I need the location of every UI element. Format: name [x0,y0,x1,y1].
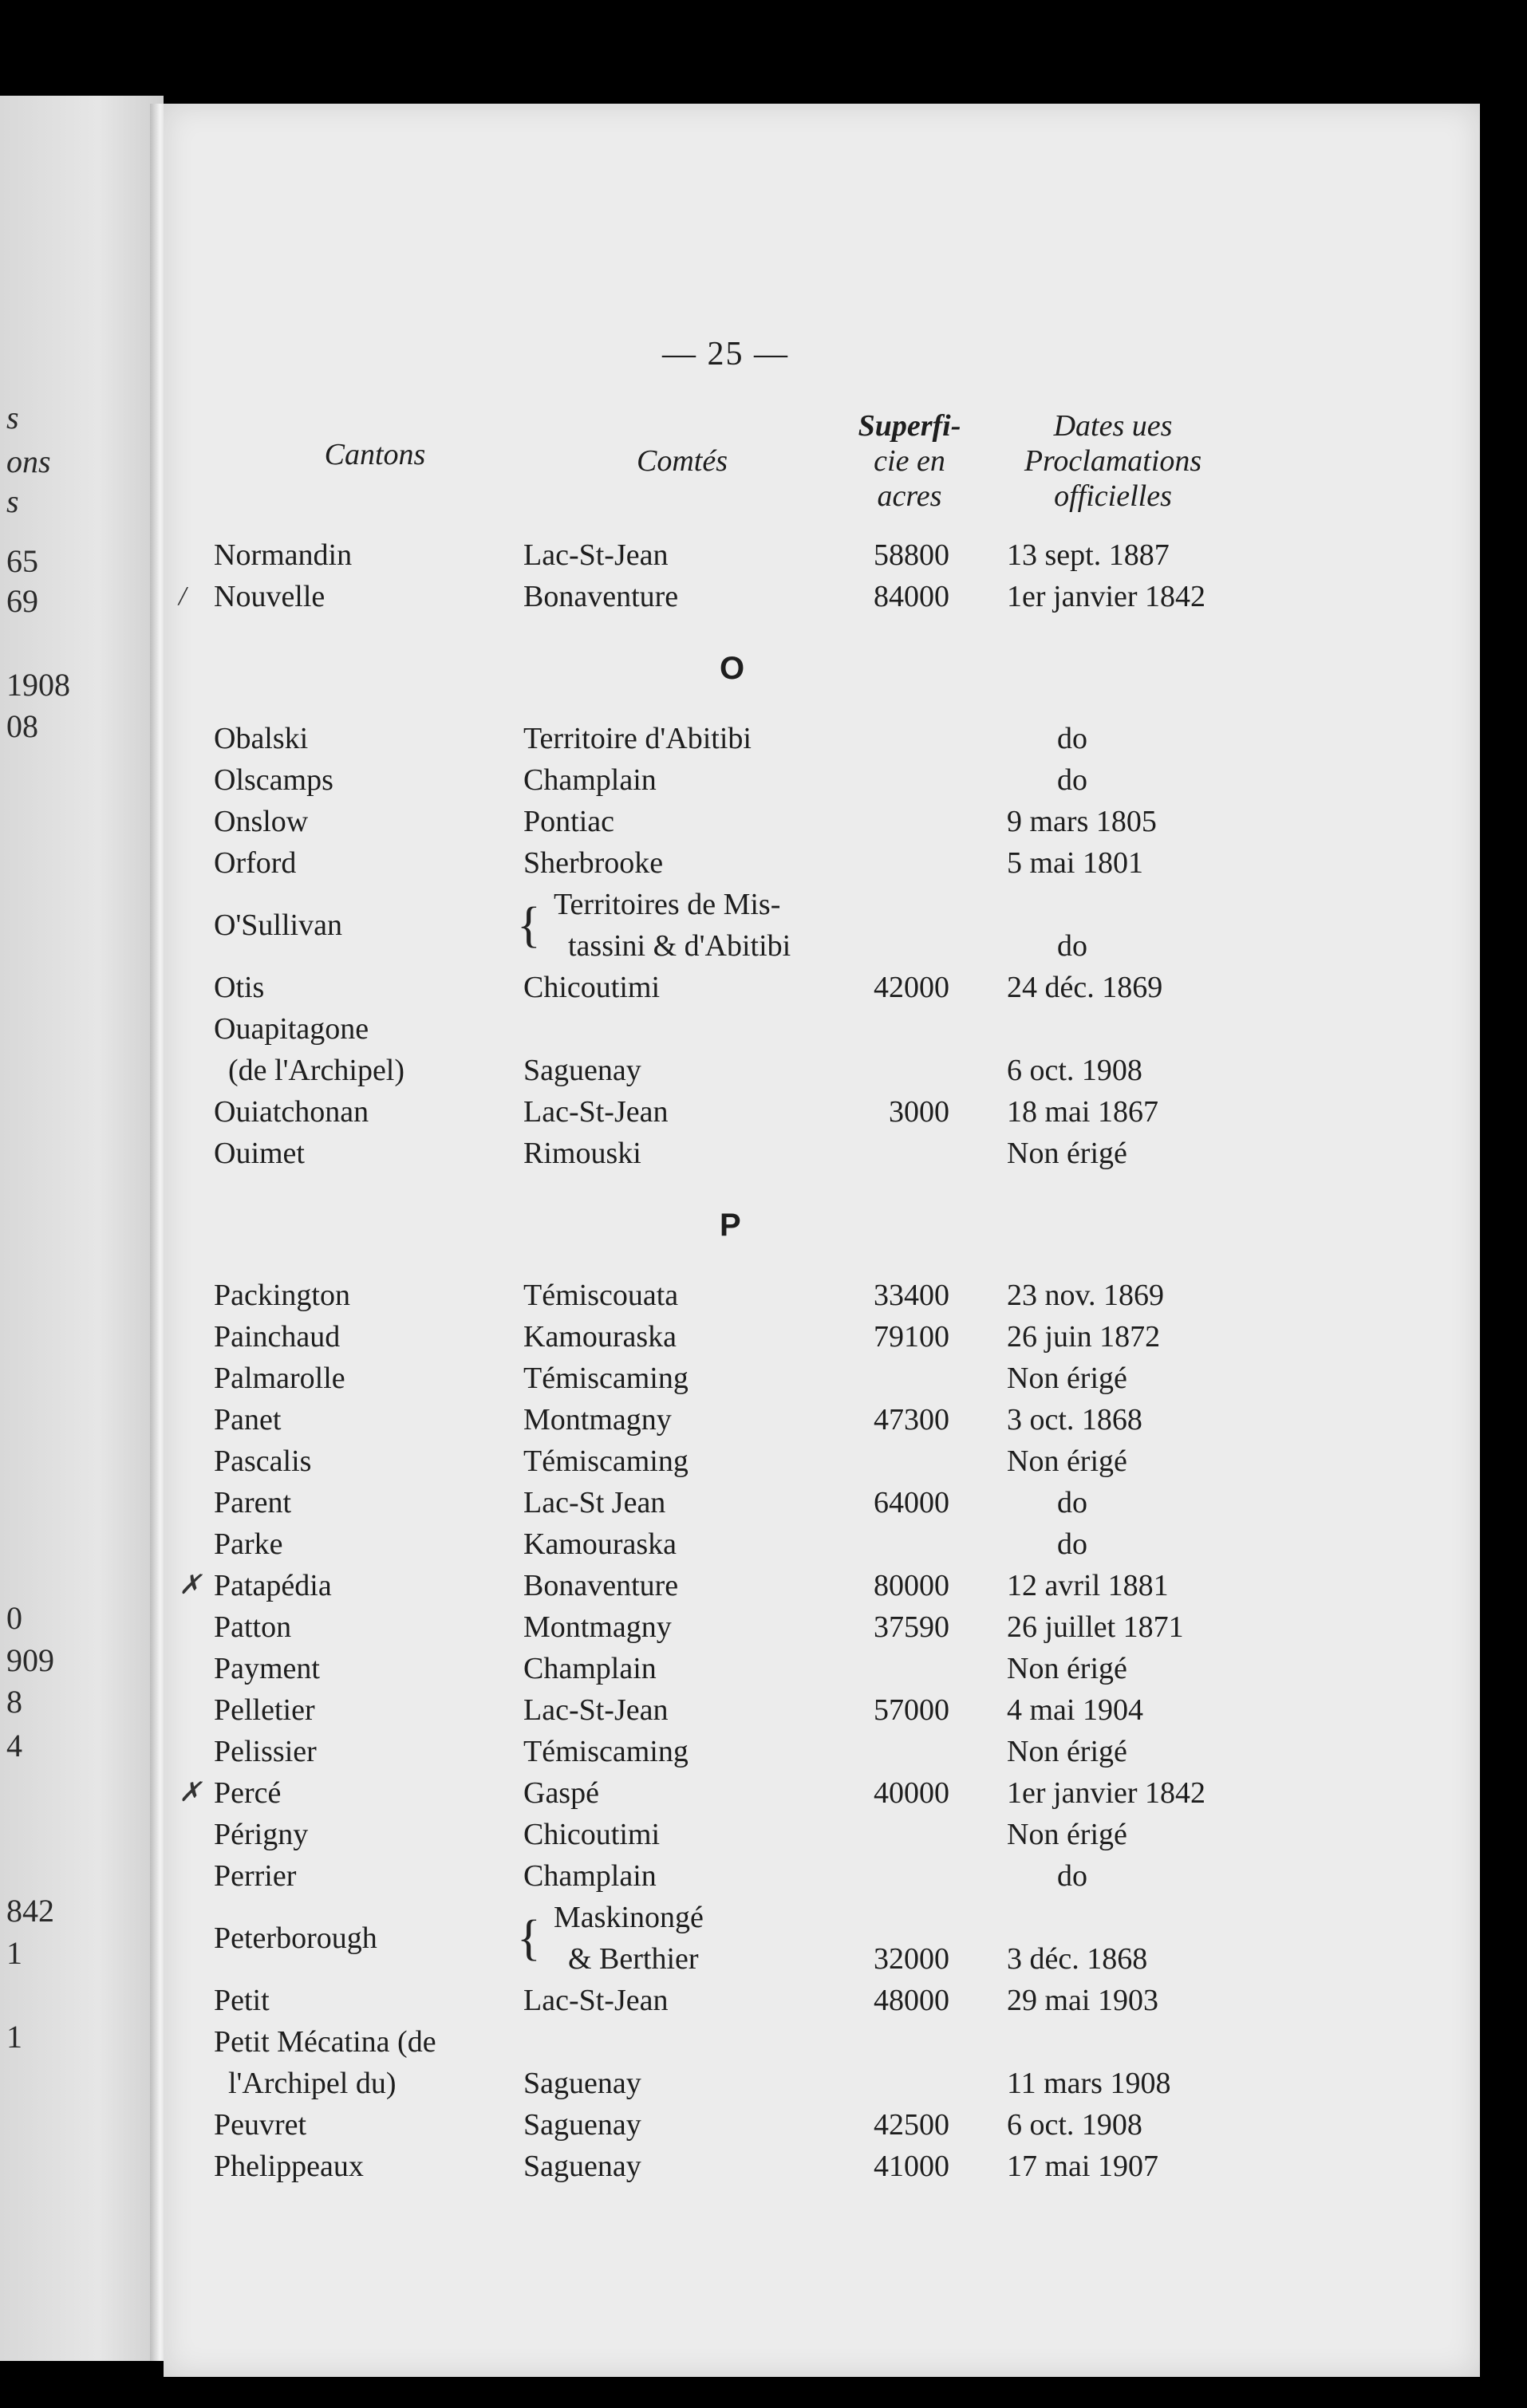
proclamation-date: Non érigé [1007,1735,1127,1768]
proclamation-date: Non érigé [1007,1652,1127,1685]
proclamation-date: do [1057,1859,1087,1893]
comte-name: Pontiac [523,805,614,838]
comte-name: Champlain [523,1652,657,1685]
comte-name: Lac-St-Jean [523,1693,669,1727]
canton-name: Olscamps [214,763,333,797]
table-row [0,842,1527,884]
canton-name: Nouvelle [214,580,326,613]
canton-name: Packington [214,1279,350,1312]
comte-name: Saguenay [523,2150,641,2183]
comte-name: Territoire d'Abitibi [523,722,752,755]
proclamation-date: 6 oct. 1908 [1007,2108,1142,2142]
table-row [0,1275,1527,1316]
comte-name: Gaspé [523,1776,599,1810]
superficie-value: 42500 [874,2108,949,2142]
canton-name: O'Sullivan [214,908,342,942]
comte-name: Saguenay [523,2067,641,2100]
canton-name: Périgny [214,1818,309,1851]
table-row [0,1008,1527,1091]
canton-name: Patton [214,1610,292,1644]
canton-name-continued: l'Archipel du) [228,2067,397,2100]
canton-name: Onslow [214,805,309,838]
left-page-fragment: s [6,483,19,519]
comte-name: Sherbrooke [523,846,664,880]
superficie-value: 3000 [889,1095,949,1129]
table-row [0,1565,1527,1606]
comte-name: Témiscaming [523,1362,689,1395]
superficie-value: 79100 [874,1320,949,1354]
header-superficie-line-2: cie en [874,444,945,478]
canton-name: Panet [214,1403,282,1437]
table-row [0,1855,1527,1897]
proclamation-date: 4 mai 1904 [1007,1693,1143,1727]
canton-name: Petit [214,1984,270,2017]
canton-name: Patapédia [214,1569,332,1602]
comte-name: Territoires de Mis- [554,888,781,921]
comte-name: Saguenay [523,2108,641,2142]
superficie-value: 48000 [874,1984,949,2017]
left-page-fragment: ons [6,443,51,479]
header-dates-line-2: Proclamations [1024,444,1202,478]
superficie-value: 33400 [874,1279,949,1312]
proclamation-date: do [1057,929,1087,963]
check-mark: / [179,581,187,611]
table-row [0,2104,1527,2146]
proclamation-date: 1er janvier 1842 [1007,580,1206,613]
canton-name: Perrier [214,1859,297,1893]
proclamation-date: 3 oct. 1868 [1007,1403,1142,1437]
table-row [0,967,1527,1008]
table-row [0,1316,1527,1358]
canton-name: Petit Mécatina (de [214,2025,436,2059]
comte-name: Témiscouata [523,1279,679,1312]
superficie-value: 80000 [874,1569,949,1602]
canton-name: Percé [214,1776,282,1810]
comte-name-continued: & Berthier [568,1942,699,1976]
canton-name: Parke [214,1527,283,1561]
left-page-fragment: 8 [6,1684,22,1720]
canton-name: Obalski [214,722,309,755]
proclamation-date: 5 mai 1801 [1007,846,1143,880]
comte-name: Lac-St-Jean [523,538,669,572]
proclamation-date: 6 oct. 1908 [1007,1054,1142,1087]
left-page-fragment: 909 [6,1642,54,1678]
comte-name: Rimouski [523,1137,641,1170]
proclamation-date: do [1057,722,1087,755]
header-dates-line-1: Dates ues [1053,409,1173,443]
table-row [0,1731,1527,1772]
section-letter: P [720,1208,741,1243]
comte-name: Témiscaming [523,1735,689,1768]
proclamation-date: 9 mars 1805 [1007,805,1157,838]
proclamation-date: Non érigé [1007,1818,1127,1851]
left-page-fragment: 842 [6,1893,54,1929]
proclamation-date: 24 déc. 1869 [1007,971,1163,1004]
table-row [0,1814,1527,1855]
proclamation-date: 1er janvier 1842 [1007,1776,1206,1810]
comte-name: Champlain [523,763,657,797]
header-superficie-line-3: acres [877,479,942,513]
page-number: — 25 — [662,336,789,372]
comte-name: Saguenay [523,1054,641,1087]
brace-glyph: { [517,1911,541,1965]
canton-name-continued: (de l'Archipel) [228,1054,405,1087]
comte-name: Chicoutimi [523,971,660,1004]
comte-name: Montmagny [523,1610,672,1644]
proclamation-date: 11 mars 1908 [1007,2067,1171,2100]
left-page-fragment: 65 [6,543,38,579]
comte-name: Kamouraska [523,1527,677,1561]
proclamation-date: do [1057,1486,1087,1519]
comte-name: Bonaventure [523,1569,679,1602]
canton-name: Painchaud [214,1320,341,1354]
canton-name: Payment [214,1652,320,1685]
table-row [0,1897,1527,1980]
comte-name: Kamouraska [523,1320,677,1354]
header-dates-line-3: officielles [1054,479,1172,513]
table-row [0,1980,1527,2021]
header-dates [989,408,1237,514]
table-row [0,801,1527,842]
proclamation-date: Non érigé [1007,1137,1127,1170]
comte-name: Lac-St-Jean [523,1095,669,1129]
canton-name: Normandin [214,538,353,572]
header-cantons-label: Cantons [324,438,426,471]
table-row [0,1358,1527,1399]
proclamation-date: 23 nov. 1869 [1007,1279,1165,1312]
proclamation-date: 17 mai 1907 [1007,2150,1158,2183]
table-row [0,2146,1527,2187]
left-page-fragment: 1 [6,1935,22,1971]
left-page-fragment: 1 [6,2019,22,2055]
canton-name: Ouimet [214,1137,305,1170]
proclamation-date: 29 mai 1903 [1007,1984,1158,2017]
proclamation-date: 13 sept. 1887 [1007,538,1170,572]
canton-name: Otis [214,971,265,1004]
comte-name: Champlain [523,1859,657,1893]
table-row [0,1648,1527,1689]
table-row [0,884,1527,967]
proclamation-date: 3 déc. 1868 [1007,1942,1148,1976]
proclamation-date: 26 juillet 1871 [1007,1610,1184,1644]
table-row [0,1091,1527,1133]
check-mark: ✗ [179,1571,202,1600]
table-row [0,1399,1527,1440]
header-superficie-line-1: Superfi- [858,409,961,443]
left-page-fragment: 0 [6,1600,22,1636]
comte-name: Lac-St-Jean [523,1984,669,2017]
superficie-value: 40000 [874,1776,949,1810]
superficie-value: 57000 [874,1693,949,1727]
superficie-value: 47300 [874,1403,949,1437]
brace-glyph: { [517,898,541,952]
canton-name: Peterborough [214,1921,377,1955]
left-page-fragment: s [6,400,19,435]
comte-name: Témiscaming [523,1444,689,1478]
canton-name: Parent [214,1486,292,1519]
table-row [0,1606,1527,1648]
canton-name: Pascalis [214,1444,312,1478]
section-letter: O [720,651,745,686]
comte-name-continued: tassini & d'Abitibi [568,929,791,963]
superficie-value: 37590 [874,1610,949,1644]
comte-name: Bonaventure [523,580,679,613]
table-row [0,1772,1527,1814]
proclamation-date: 12 avril 1881 [1007,1569,1169,1602]
table-row [0,576,1527,617]
proclamation-date: Non érigé [1007,1444,1127,1478]
left-page-fragment: 69 [6,583,38,619]
table-row [0,1482,1527,1523]
table-row [0,1689,1527,1731]
table-row [0,1523,1527,1565]
table-row [0,718,1527,759]
proclamation-date: Non érigé [1007,1362,1127,1395]
comte-name: Maskinongé [554,1901,704,1934]
superficie-value: 64000 [874,1486,949,1519]
comte-name: Chicoutimi [523,1818,660,1851]
proclamation-date: 26 juin 1872 [1007,1320,1161,1354]
canton-name: Ouiatchonan [214,1095,369,1129]
header-cantons [303,437,447,472]
superficie-value: 42000 [874,971,949,1004]
canton-name: Palmarolle [214,1362,345,1395]
table-row [0,1440,1527,1482]
left-page-fragment: 4 [6,1728,22,1764]
canton-name: Peuvret [214,2108,307,2142]
check-mark: ✗ [179,1778,202,1807]
table-row [0,1133,1527,1174]
proclamation-date: do [1057,763,1087,797]
canton-name: Phelippeaux [214,2150,364,2183]
superficie-value: 58800 [874,538,949,572]
comte-name: Montmagny [523,1403,672,1437]
proclamation-date: do [1057,1527,1087,1561]
comte-name: Lac-St Jean [523,1486,666,1519]
canton-name: Pelletier [214,1693,315,1727]
superficie-value: 84000 [874,580,949,613]
table-row [0,759,1527,801]
table-row [0,2021,1527,2104]
superficie-value: 32000 [874,1942,949,1976]
header-superficie [830,408,989,514]
table-row [0,534,1527,576]
canton-name: Pelissier [214,1735,317,1768]
proclamation-date: 18 mai 1867 [1007,1095,1158,1129]
header-comtes-label: Comtés [637,444,728,478]
left-page-fragment: 1908 [6,667,70,703]
superficie-value: 41000 [874,2150,949,2183]
left-page-fragment: 08 [6,708,38,744]
header-comtes [614,443,750,479]
canton-name: Orford [214,846,297,880]
canton-name: Ouapitagone [214,1012,369,1046]
